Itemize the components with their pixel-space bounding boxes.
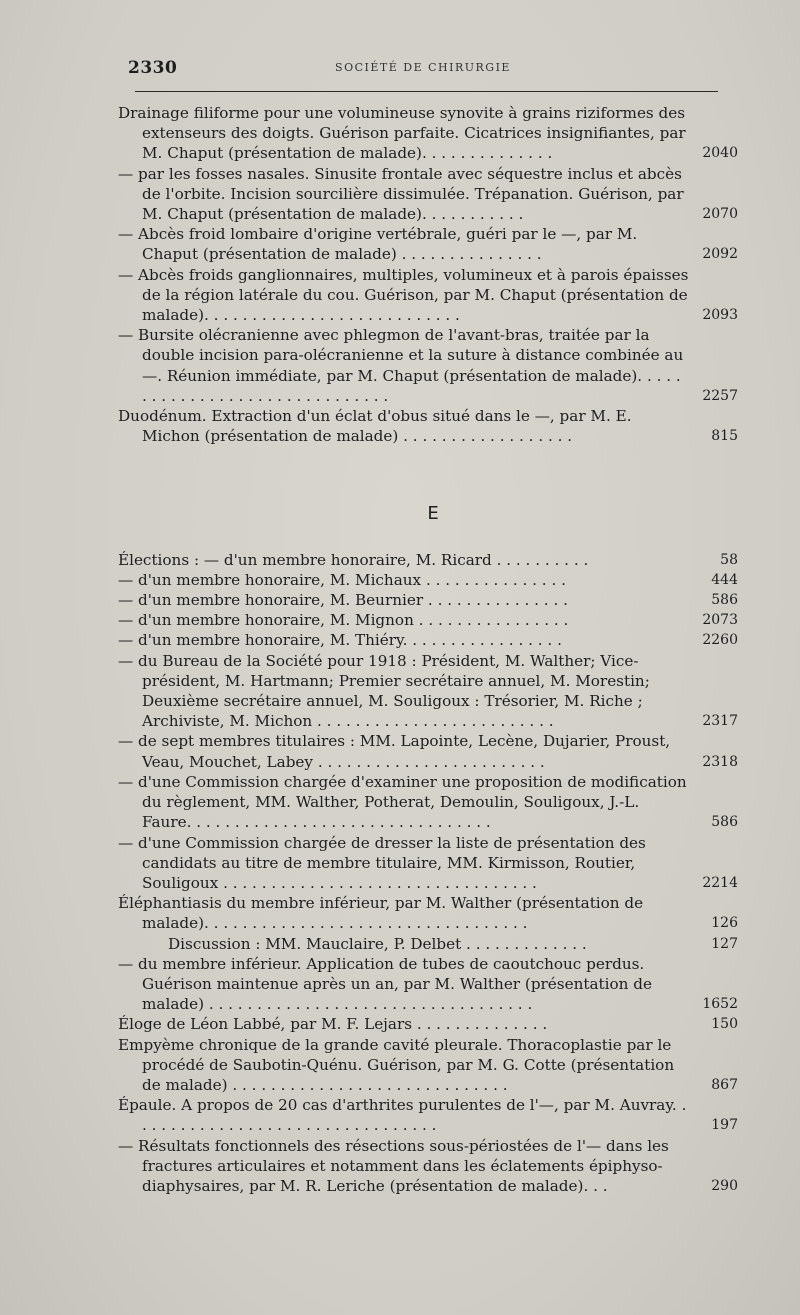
index-entry-text: — du membre inférieur. Application de tubes de caoutchouc perdus. Guérison maintenue après un an, par M. Walther (présentation de malade) . . . . . . . . . . . . . . . . . . . . . . . . . . . . . . . . . . (118, 954, 652, 1014)
index-entry (118, 406, 738, 446)
index-entry-page: 126 (711, 915, 738, 932)
index-entry-page: 2318 (702, 753, 738, 770)
index-entry (118, 610, 738, 630)
index-entry (118, 731, 738, 771)
index-section-d (118, 103, 738, 446)
index-entry (118, 103, 738, 164)
index-entry-text: — par les fosses nasales. Sinusite frontale avec séquestre inclus et abcès de l'orbite. Incision sourcilière dissimulée. Trépanation. Guérison, par M. Chaput (présentation de malade). . . . . . . . . . . (118, 164, 684, 224)
running-title: SOCIÉTÉ DE CHIRURGIE (335, 61, 511, 74)
index-entry-page: 150 (711, 1016, 738, 1033)
index-entry-page: 290 (711, 1177, 738, 1194)
index-entry-page: 2093 (702, 307, 738, 324)
index-entry-page: 127 (711, 935, 738, 952)
index-entry-page: 2257 (702, 387, 738, 404)
index-entry-text: — d'une Commission chargée de dresser la liste de présentation des candidats au titre de membre titulaire, MM. Kirmisson, Routier, Souligoux . . . . . . . . . . . . . . . . . . . . . . . . . . . . . . . . . (118, 833, 646, 892)
index-entry-page: 2040 (702, 145, 738, 162)
index-entry-page: 586 (711, 814, 738, 831)
index-entry-page: 197 (711, 1117, 738, 1134)
index-content (118, 103, 738, 1196)
page-number: 2330 (128, 58, 178, 78)
index-entry (118, 934, 738, 954)
index-entry-page: 815 (711, 428, 738, 445)
index-section-e (118, 550, 738, 1197)
index-entry-page: 2073 (702, 612, 738, 629)
index-entry-page: 1652 (702, 996, 738, 1013)
index-entry-text: — d'un membre honoraire, M. Beurnier . . . . . . . . . . . . . . . (118, 591, 568, 610)
index-entry (118, 1014, 738, 1034)
header-rule (135, 91, 718, 92)
index-entry (118, 590, 738, 610)
index-entry (118, 224, 738, 264)
index-entry (118, 630, 738, 650)
index-entry (118, 833, 738, 894)
index-entry-page: 2214 (702, 874, 738, 891)
index-entry (118, 772, 738, 833)
index-entry-text: — d'une Commission chargée d'examiner une proposition de modification du règlement, MM. Walther, Potherat, Demoulin, Souligoux, J.-L. Faure. . . . . . . . . . . . . . . . . . . . . . . . . . . . . . . . (118, 772, 687, 832)
index-entry-text: Drainage filiforme pour une volumineuse synovite à grains riziformes des extenseurs des doigts. Guérison parfaite. Cicatrices insignifiantes, par M. Chaput (présentation de malade). . . . . . . . . . . . . . (118, 104, 686, 163)
index-entry-text: — de sept membres titulaires : MM. Lapointe, Lecène, Dujarier, Proust, Veau, Mouchet, Labey . . . . . . . . . . . . . . . . . . . . . . . . (118, 732, 671, 771)
index-entry (118, 265, 738, 326)
index-entry-text: Élections : — d'un membre honoraire, M. Ricard . . . . . . . . . . (118, 550, 589, 569)
index-entry-text: — Bursite olécranienne avec phlegmon de l'avant-bras, traitée par la double incision para-olécranienne et la suture à distance combinée au —. Réunion immédiate, par M. Chaput (présentation de malade). . . . . . . . . . . . . . . . . . . . . . . . . . . . . . . (118, 326, 684, 405)
index-entry-text: — d'un membre honoraire, M. Michaux . . . . . . . . . . . . . . . (118, 570, 566, 589)
index-entry-page: 2092 (702, 246, 738, 263)
index-entry (118, 550, 738, 570)
index-entry (118, 651, 738, 732)
index-entry-text: — Résultats fonctionnels des résections sous-périostées de l'— dans les fractures articulaires et notamment dans les éclatements épiphyso-diaphysaires, par M. R. Leriche (présentation de malade). . . (118, 1136, 669, 1195)
index-entry-text: — d'un membre honoraire, M. Thiéry. . . . . . . . . . . . . . . . . (118, 631, 562, 650)
index-entry-page: 867 (711, 1076, 738, 1093)
index-entry-text: Éléphantiasis du membre inférieur, par M. Walther (présentation de malade). . . . . . . . . . . . . . . . . . . . . . . . . . . . . . . . . . (118, 894, 644, 933)
index-entry-text: — d'un membre honoraire, M. Mignon . . . . . . . . . . . . . . . . (118, 611, 569, 630)
index-entry (118, 893, 738, 933)
index-entry-page: 2070 (702, 206, 738, 223)
index-entry-text: Discussion : MM. Mauclaire, P. Delbet . . . . . . . . . . . . . (168, 934, 587, 953)
index-entry-page: 586 (711, 592, 738, 609)
index-entry (118, 164, 738, 225)
index-entry-page: 58 (720, 551, 738, 568)
index-entry (118, 325, 738, 406)
index-entry (118, 954, 738, 1015)
index-entry (118, 1095, 738, 1135)
page-header (128, 58, 718, 80)
section-letter: E (427, 503, 439, 525)
index-entry-text: Éloge de Léon Labbé, par M. F. Lejars . . . . . . . . . . . . . . (118, 1015, 548, 1034)
index-entry (118, 1035, 738, 1096)
index-entry-page: 2317 (702, 713, 738, 730)
index-entry-text: — Abcès froid lombaire d'origine vertébrale, guéri par le —, par M. Chaput (présentation de malade) . . . . . . . . . . . . . . . (118, 225, 638, 264)
index-entry (118, 570, 738, 590)
index-entry-page: 2260 (702, 632, 738, 649)
index-entry-page: 444 (711, 571, 738, 588)
index-entry-text: Empyème chronique de la grande cavité pleurale. Thoracoplastie par le procédé de Saubotin-Quénu. Guérison, par M. G. Cotte (présentation de malade) . . . . . . . . . . . . . . . . . . . . . . . . . . . . . (118, 1035, 675, 1094)
index-entry-text: — du Bureau de la Société pour 1918 : Président, M. Walther; Vice-président, M. Hartmann; Premier secrétaire annuel, M. Morestin; Deuxième secrétaire annuel, M. Souligoux : Trésorier, M. Riche ; Archiviste, M. Michon . . . . . . . . . . . . . . . . . . . . . . . . . (118, 651, 650, 731)
index-entry (118, 1136, 738, 1197)
index-entry-text: — Abcès froids ganglionnaires, multiples, volumineux et à parois épaisses de la région latérale du cou. Guérison, par M. Chaput (présentation de malade). . . . . . . . . . . . . . . . . . . . . . . . . . . (118, 265, 689, 325)
index-entry-text: Épaule. A propos de 20 cas d'arthrites purulentes de l'—, par M. Auvray. . . . . . . . . . . . . . . . . . . . . . . . . . . . . . . . . (118, 1096, 687, 1135)
index-entry-text: Duodénum. Extraction d'un éclat d'obus situé dans le —, par M. E. Michon (présentation de malade) . . . . . . . . . . . . . . . . . . (118, 407, 632, 446)
